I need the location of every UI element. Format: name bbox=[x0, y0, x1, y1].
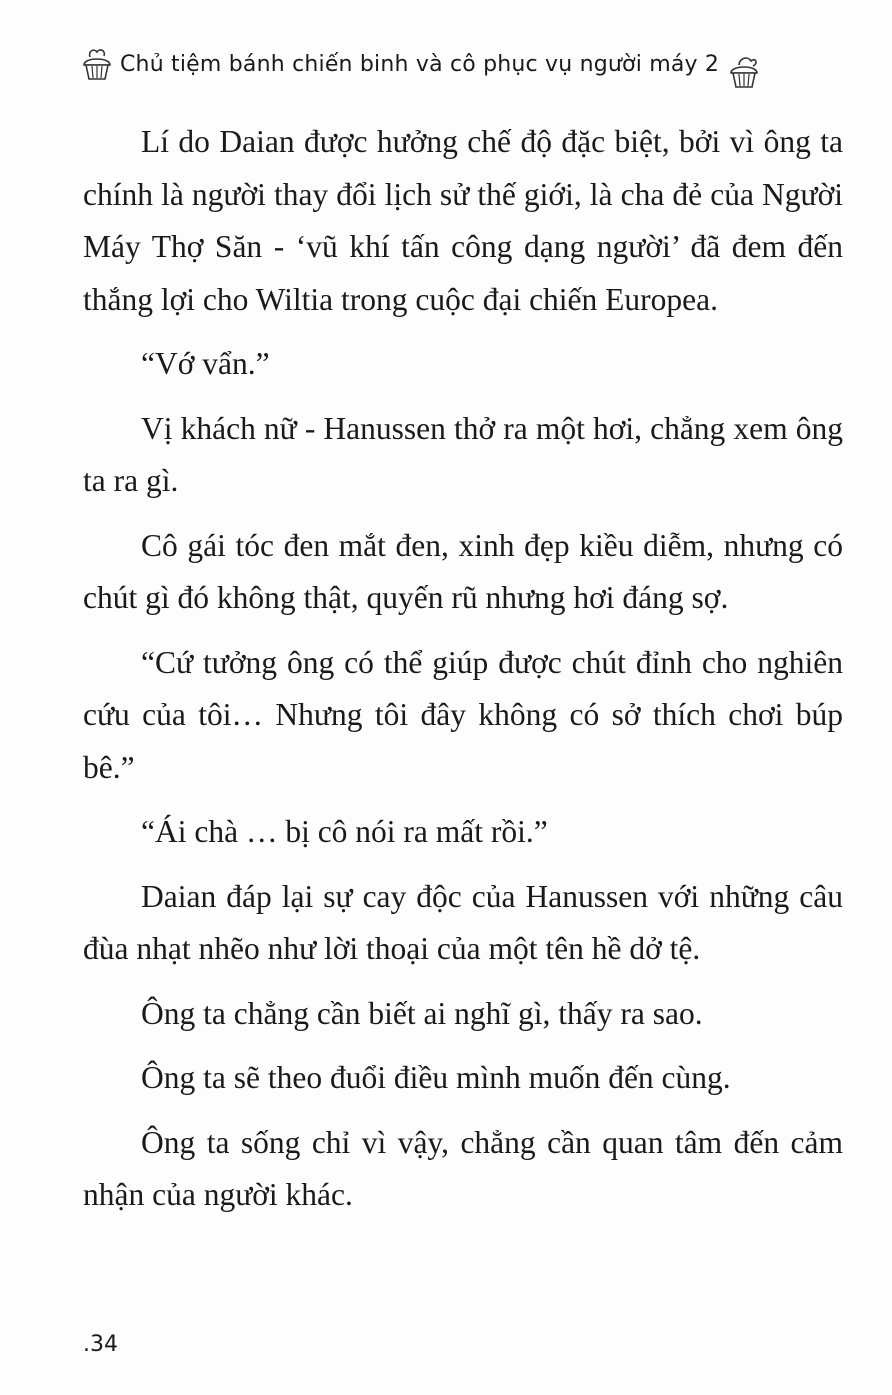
running-header-title: Chủ tiệm bánh chiến binh và cô phục vụ người máy 2 bbox=[120, 52, 720, 77]
paragraph: Ông ta sẽ theo đuổi điều mình muốn đến cùng. bbox=[141, 1060, 731, 1095]
paragraph: “Ái chà … bị cô nói ra mất rồi.” bbox=[141, 814, 548, 849]
cupcake-icon bbox=[727, 53, 761, 93]
paragraph: Vị khách nữ - Hanussen thở ra một hơi, chẳng xem ông ta ra gì. bbox=[83, 410, 843, 498]
page-number: .34 bbox=[83, 1332, 118, 1357]
paragraph: Lí do Daian được hưởng chế độ đặc biệt, bởi vì ông ta chính là người thay đổi lịch sử thế giới, là cha đẻ của Người Máy Thợ Săn - ‘vũ khí tấn công dạng người’ đã đem đến thắng lợi cho Wiltia trong cuộc đại chiến Europea. bbox=[83, 124, 843, 317]
running-header bbox=[80, 40, 740, 90]
page-body bbox=[83, 116, 843, 1234]
paragraph: “Vớ vẩn.” bbox=[141, 346, 270, 381]
paragraph: Daian đáp lại sự cay độc của Hanussen với những câu đùa nhạt nhẽo như lời thoại của một tên hề dở tệ. bbox=[83, 878, 843, 966]
cupcake-icon bbox=[80, 45, 114, 85]
paragraph: Ông ta chẳng cần biết ai nghĩ gì, thấy ra sao. bbox=[141, 995, 703, 1031]
paragraph: Cô gái tóc đen mắt đen, xinh đẹp kiều diễm, nhưng có chút gì đó không thật, quyến rũ nhưng hơi đáng sợ. bbox=[83, 527, 843, 615]
paragraph: “Cứ tưởng ông có thể giúp được chút đỉnh cho nghiên cứu của tôi… Nhưng tôi đây không có sở thích chơi búp bê.” bbox=[83, 644, 843, 785]
paragraph: Ông ta sống chỉ vì vậy, chẳng cần quan tâm đến cảm nhận của người khác. bbox=[83, 1124, 843, 1212]
